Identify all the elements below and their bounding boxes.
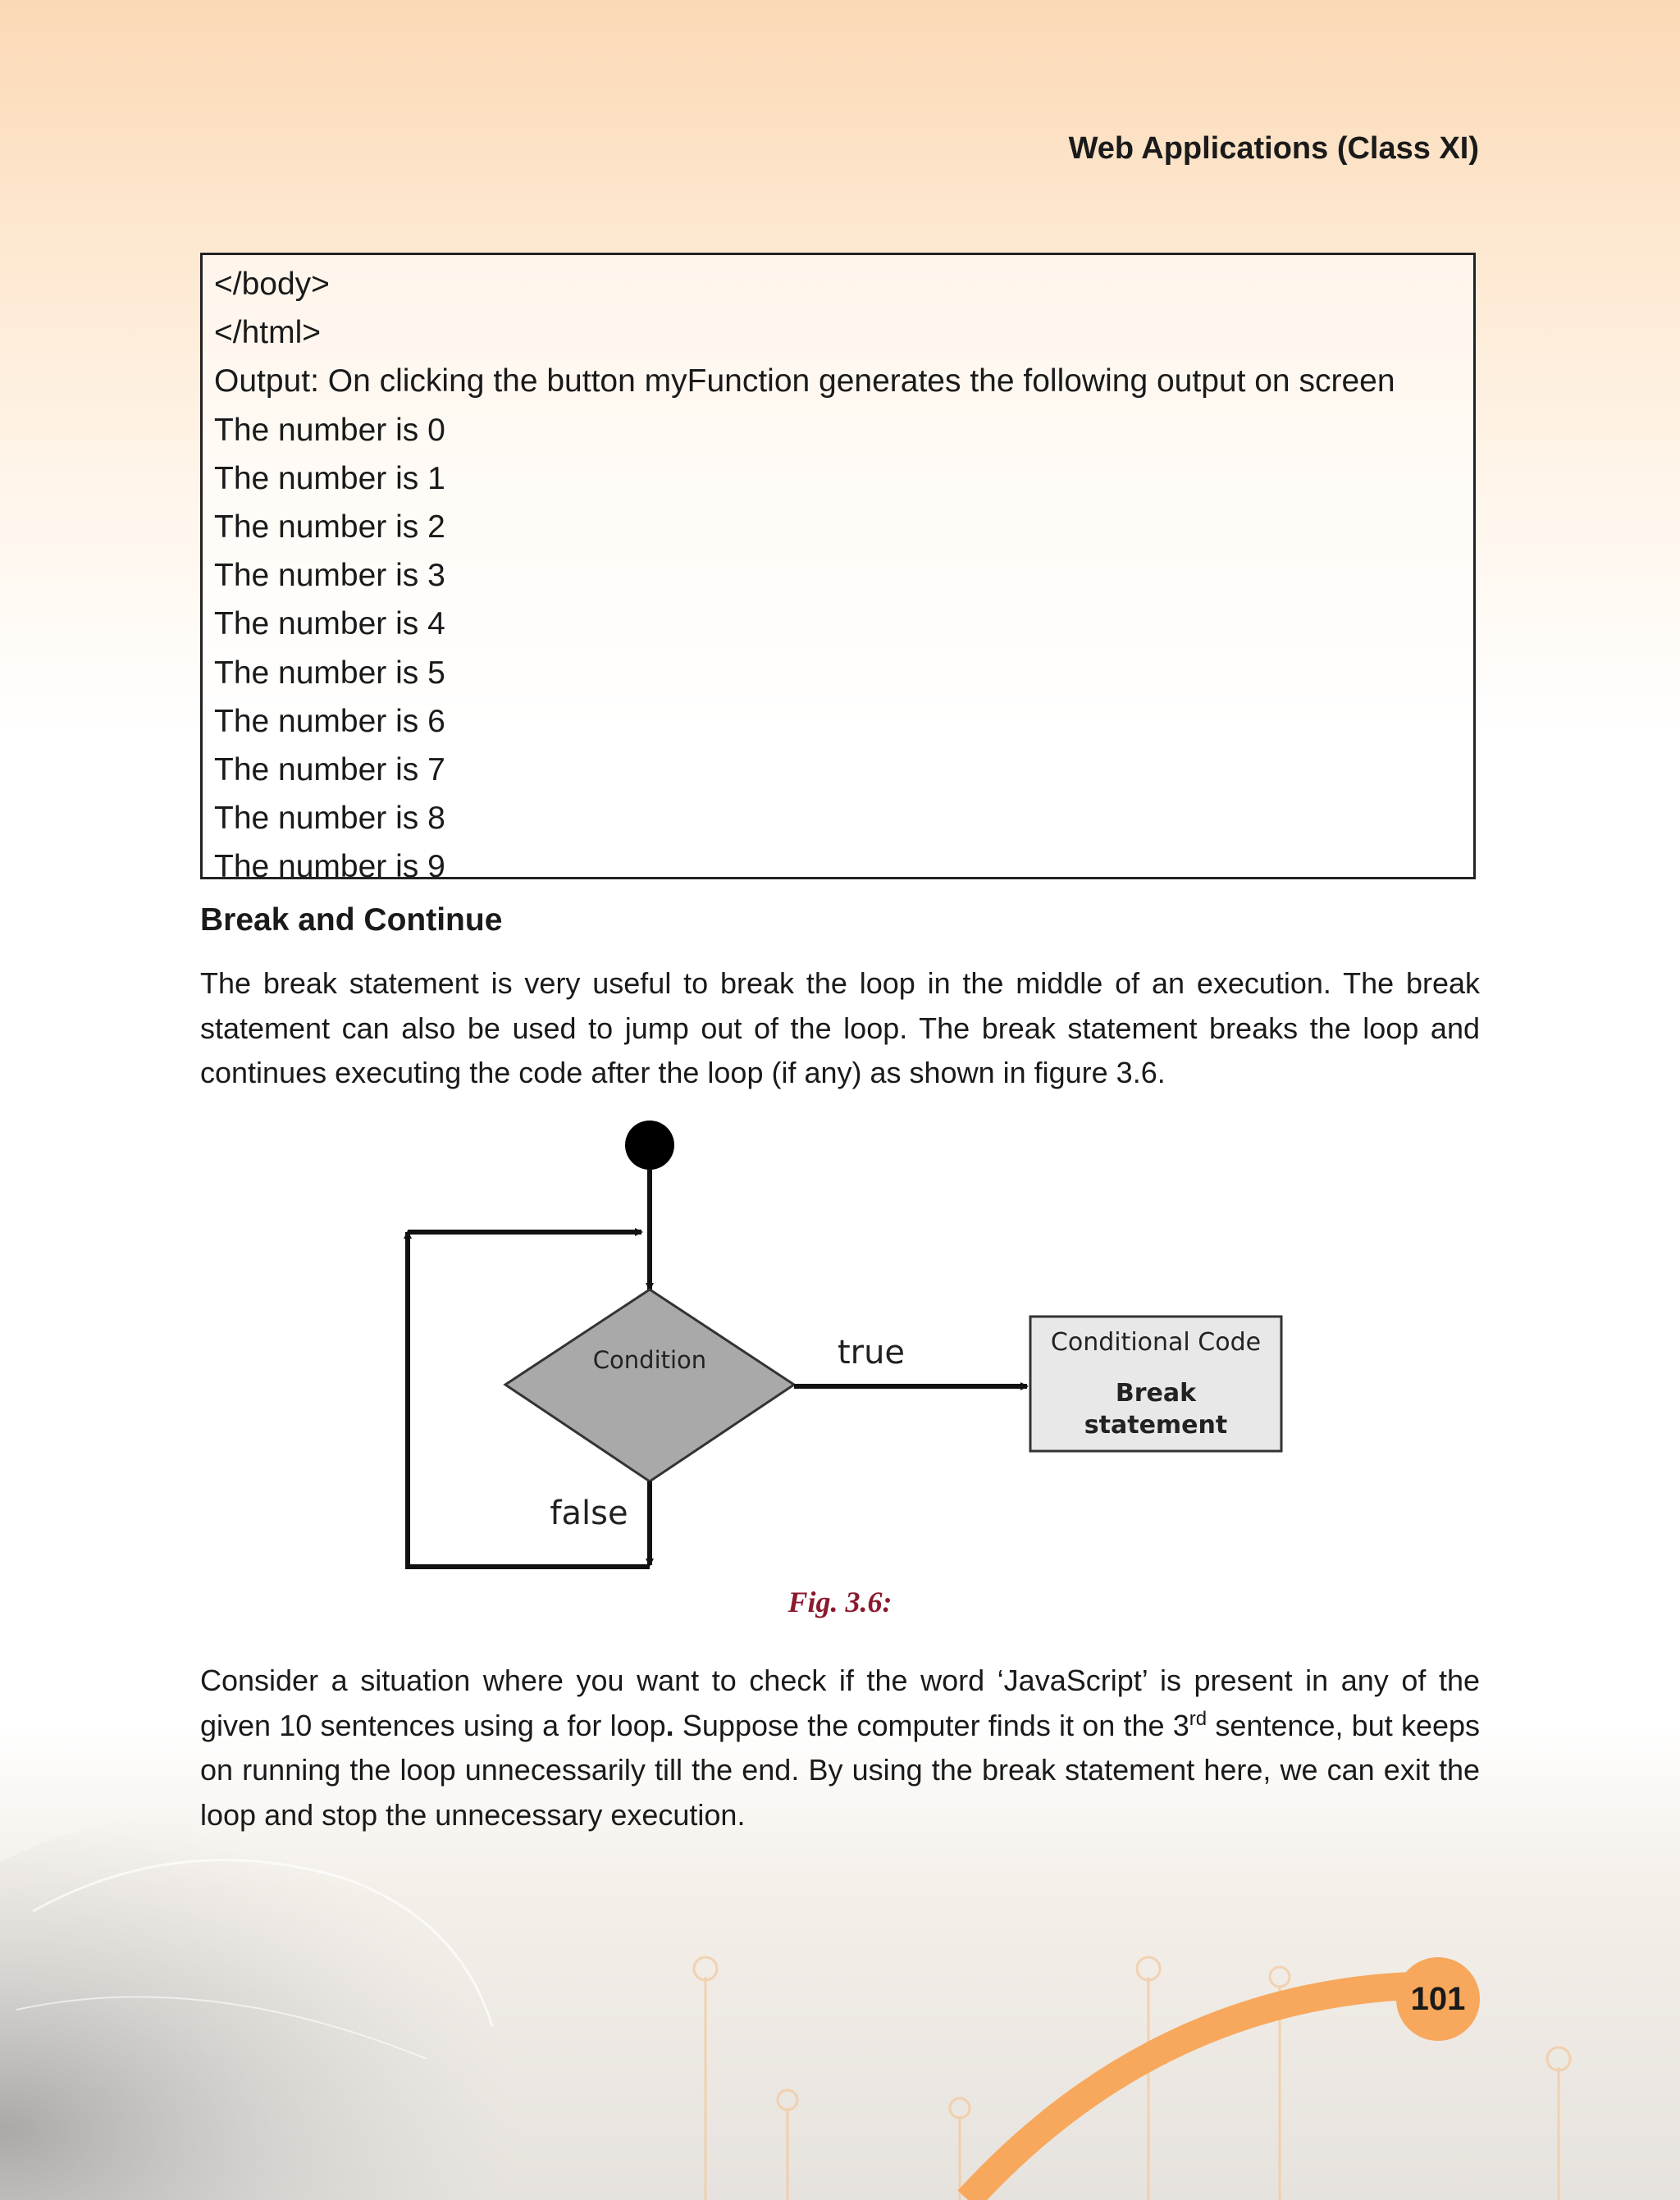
start-node bbox=[625, 1121, 674, 1170]
code-line: The number is 1 bbox=[214, 460, 445, 496]
false-label: false bbox=[550, 1495, 628, 1532]
paragraph-break-intro: The break statement is very useful to break the loop in the middle of an execution. The break statement can also be used to jump out of the loop. The break statement breaks the loop and continues executing the code after the loop (if any) as shown in figure 3.6. bbox=[200, 966, 1480, 1089]
condition-diamond bbox=[505, 1289, 794, 1481]
paragraph-text: sentence, but keeps on running the loop unnecessarily till the end. By using the break statement here, we can exit the loop and stop the unnecessary execution. bbox=[200, 1708, 1481, 1832]
code-line: The number is 4 bbox=[214, 606, 445, 642]
condition-label: Condition bbox=[592, 1346, 707, 1374]
true-label: true bbox=[837, 1334, 906, 1372]
code-line: Output: On clicking the button myFunction generates the following output on screen bbox=[214, 363, 1395, 399]
code-line: The number is 2 bbox=[214, 509, 445, 545]
figure-caption: Fig. 3.6: bbox=[788, 1586, 892, 1618]
code-line: The number is 7 bbox=[214, 752, 445, 788]
code-line: </body> bbox=[214, 267, 330, 302]
box-line-statement: statement bbox=[1084, 1411, 1228, 1440]
code-line: The number is 3 bbox=[214, 558, 445, 594]
paragraph-javascript-example bbox=[200, 1659, 1480, 1837]
code-line: The number is 6 bbox=[214, 703, 445, 739]
header-title: Web Applications (Class XI) bbox=[1068, 131, 1479, 166]
code-line: </html> bbox=[214, 315, 322, 351]
code-line: The number is 0 bbox=[214, 412, 445, 448]
code-line: The number is 8 bbox=[214, 801, 445, 837]
section-heading: Break and Continue bbox=[200, 902, 503, 938]
code-line: The number is 9 bbox=[214, 849, 445, 885]
box-line-break: Break bbox=[1115, 1379, 1197, 1408]
break-flowchart bbox=[0, 1107, 1680, 1583]
paragraph-text: Consider a situation where you want to check if the word ‘JavaScript’ is present in any of the given 10 sentences using a for loop bbox=[200, 1664, 1480, 1742]
code-output-box bbox=[200, 253, 1476, 885]
page-number-badge: 101 bbox=[1396, 1957, 1480, 2041]
code-line: The number is 5 bbox=[214, 655, 445, 691]
paragraph-bold-dot: . bbox=[665, 1708, 674, 1742]
box-title: Conditional Code bbox=[1050, 1328, 1262, 1357]
paragraph-text: Suppose the computer finds it on the 3 bbox=[673, 1708, 1189, 1742]
ordinal-superscript: rd bbox=[1189, 1707, 1208, 1730]
